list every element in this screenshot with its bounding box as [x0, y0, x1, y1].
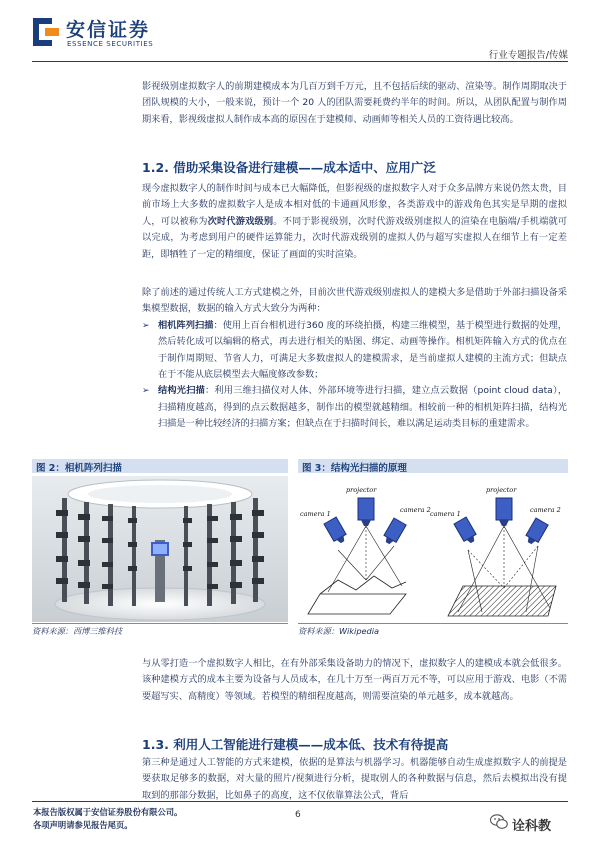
- footer-disclaimer: [33, 806, 182, 832]
- cost-paragraph: [142, 656, 567, 705]
- section-1-3-heading: 1.3. 利用人工智能进行建模——成本低、技术有待提高: [142, 737, 449, 752]
- figure-3-source: 资料来源：Wikipedia: [298, 626, 380, 636]
- camera2-label-right: camera 2: [530, 506, 561, 514]
- section-1-2-paragraph-a: [142, 181, 567, 263]
- bullet-text: ：使用上百台相机进行360 度的环绕拍摄，构建三维模型，基于模型进行数据的处理，然后转化成可以编辑的格式，再去进行相关的贴图、绑定、动画等操作。相机矩阵输入方式的优点在于制作周期短、节省人力，可满足大多数虚拟人的建模需求，是当前虚拟人建模的主流方式；但缺点在于不能从底层模型去大幅度修改参数；: [158, 319, 567, 381]
- arrow-bullet-icon: ➢: [142, 386, 150, 397]
- camera1-label-left: camera 1: [300, 510, 331, 518]
- camera2-label-left: camera 2: [400, 506, 431, 514]
- figure-3-divider: [298, 623, 568, 624]
- para-a-text-2: 。不同于影视级别，次时代游戏级别虚拟人的渲染在电脑端/手机端就可以完成，为考虑到用户的硬件运算能力，次时代游戏级别的虚拟人仍与超写实虚拟人在细节上有一定差距，即牺牲了一定的精细度，保证了画面的实时渲染。: [142, 215, 568, 260]
- camera-array-photo: [32, 476, 288, 622]
- bullet-camera-array: [142, 318, 567, 384]
- intro-paragraph: [142, 79, 567, 128]
- footer-line-2: 各项声明请参见报告尾页。: [33, 820, 133, 830]
- page-number: 6: [295, 810, 301, 820]
- brand-name-en: ESSENCE SECURITIES: [67, 40, 154, 48]
- figure-3-title: 图 3：结构光扫描的原理: [298, 459, 568, 473]
- header-divider: [32, 61, 568, 62]
- arrow-bullet-icon: ➢: [142, 320, 150, 331]
- structured-light-diagram: [298, 476, 568, 622]
- figure-2-divider: [32, 623, 288, 624]
- bullet-structured-light: [142, 383, 567, 432]
- projector-label-left: projector: [346, 486, 377, 494]
- brand-logo-icon: [33, 18, 59, 46]
- projector-label-right: projector: [486, 486, 517, 494]
- section-1-3-paragraph: [142, 755, 567, 804]
- footer-divider: [32, 801, 568, 802]
- para-b-text: 除了前述的通过传统人工方式建模之外，目前次世代游戏级别虚拟人的建模大多是借助于外部扫描设备采集模型数据，数据的输入方式大致分为两种：: [142, 287, 567, 315]
- section-1-3-text: 第三种是通过人工智能的方式来建模，依据的是算法与机器学习。机器能够自动生成虚拟数字人的前提是要获取足够多的数据，对大量的照片/视频进行分析，提取别人的各种数据与信息，然后去模拟出没有提取到的那部分数据，比如鼻子的高度，这不仅依靠算法公式，背后: [142, 757, 567, 801]
- para-a-text-1: 现今虚拟数字人的制作时间与成本已大幅降低，但影视级的虚拟数字人对于众多品牌方来说仍然太贵，目前市场上大多数的虚拟数字人是成本相对低的卡通画风形象，各类游戏中的游戏角色其实是早期的虚拟人，可以被称为: [142, 183, 567, 227]
- report-type: 行业专题报告/传媒: [488, 50, 568, 61]
- camera1-label-right: camera 1: [430, 510, 461, 518]
- para-a-highlight: 次时代游戏级别: [207, 215, 274, 227]
- wechat-icon: [490, 814, 508, 830]
- figure-2-source: 资料来源：西博三维科技: [32, 626, 123, 636]
- bullet-text: ：利用三维扫描仪对人体、外部环境等进行扫描，建立点云数据（point cloud data），扫描精度越高，得到的点云数据越多，制作出的模型就越精细。相较前一种的相机矩阵扫描，结构光扫描是一种比较经济的扫描方案；但缺点在于扫描时间长，难以满足运动类目标的重建需求。: [158, 385, 568, 430]
- bullet-label: 相机阵列扫描: [158, 319, 214, 331]
- brand-name-cn: 安信证券: [66, 19, 151, 41]
- intro-text: 影视级别虚拟数字人的前期建模成本为几百万到千万元，且不包括后续的驱动、渲染等。制作周期取决于团队规模的大小，一般来说，预计一个 20 人的团队需要耗费约半年的时间。所以，从团队配置与制作周期来看，影视级虚拟人制作成本高的原因在于建模师、动画师等相关人员的工资待遇比较高。: [142, 81, 567, 125]
- footer-line-1: 本报告版权属于安信证券股份有限公司。: [33, 807, 183, 817]
- section-1-2-heading: 1.2. 借助采集设备进行建模——成本适中、应用广泛: [142, 160, 436, 175]
- figure-2-title: 图 2：相机阵列扫描: [32, 459, 288, 473]
- section-1-2-paragraph-b: [142, 285, 567, 433]
- wechat-watermark: 诠科教: [512, 819, 552, 834]
- bullet-label: 结构光扫描: [158, 385, 205, 397]
- cost-text: 与从零打造一个虚拟数字人相比，在有外部采集设备助力的情况下，虚拟数字人的建模成本就会低很多。该种建模方式的成本主要为设备与人员成本，在几十万至一两百万元不等，可以应用于游戏、电影（不需要超写实、高精度）等领域。若模型的精细程度越高，则需要渲染的单元越多，成本就越高。: [142, 658, 567, 702]
